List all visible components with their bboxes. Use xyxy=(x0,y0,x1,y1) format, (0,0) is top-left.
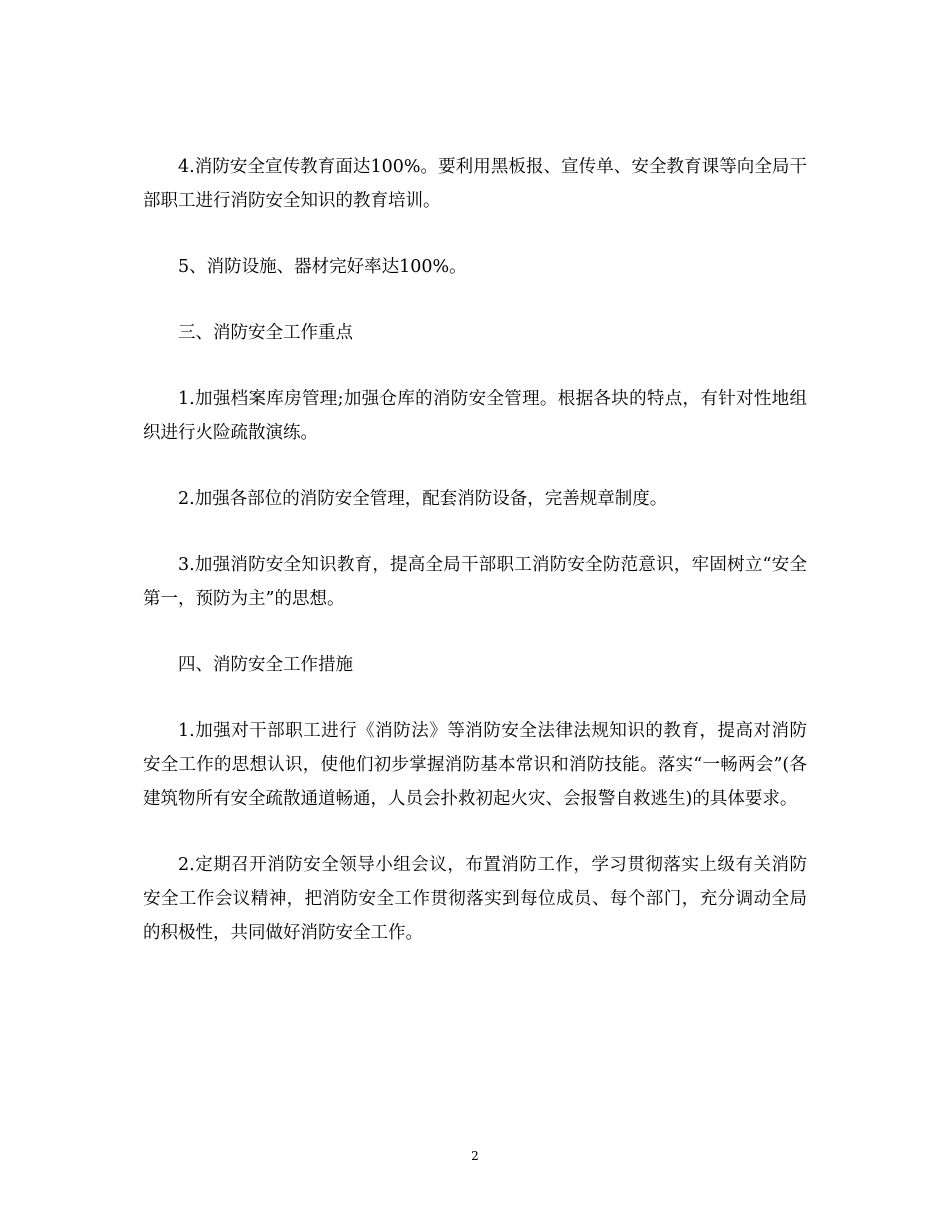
paragraph-equipment-rate: 5、消防设施、器材完好率达100%。 xyxy=(178,257,467,277)
paragraph-regular-meetings: 2.定期召开消防安全领导小组会议，布置消防工作，学习贯彻落实上级有关消防安全工作会议精神，把消防安全工作贯彻落实到每位成员、每个部门，充分调动全局的积极性，共同做好消防安全工作。 xyxy=(143,855,807,943)
paragraph-department-management: 2.加强各部位的消防安全管理，配套消防设备，完善规章制度。 xyxy=(178,489,668,509)
paragraph-law-education: 1.加强对干部职工进行《消防法》等消防安全法律法规知识的教育，提高对消防安全工作的思想认识，使他们初步掌握消防基本常识和消防技能。落实“一畅两会”(各建筑物所有安全疏散通道畅通，人员会扑救初起火灾、会报警自救逃生)的具体要求。 xyxy=(143,721,807,809)
paragraph-publicity-education: 4.消防安全宣传教育面达100%。要利用黑板报、宣传单、安全教育课等向全局干部职工进行消防安全知识的教育培训。 xyxy=(143,157,807,211)
section-heading-key-points: 三、消防安全工作重点 xyxy=(178,323,353,343)
document-body xyxy=(143,150,807,982)
section-heading-measures: 四、消防安全工作措施 xyxy=(178,655,353,675)
paragraph-archive-management: 1.加强档案库房管理;加强仓库的消防安全管理。根据各块的特点，有针对性地组织进行火险疏散演练。 xyxy=(143,389,807,443)
paragraph-safety-awareness: 3.加强消防安全知识教育，提高全局干部职工消防安全防范意识，牢固树立“安全第一，预防为主”的思想。 xyxy=(143,555,807,609)
page-number: 2 xyxy=(471,1149,479,1163)
